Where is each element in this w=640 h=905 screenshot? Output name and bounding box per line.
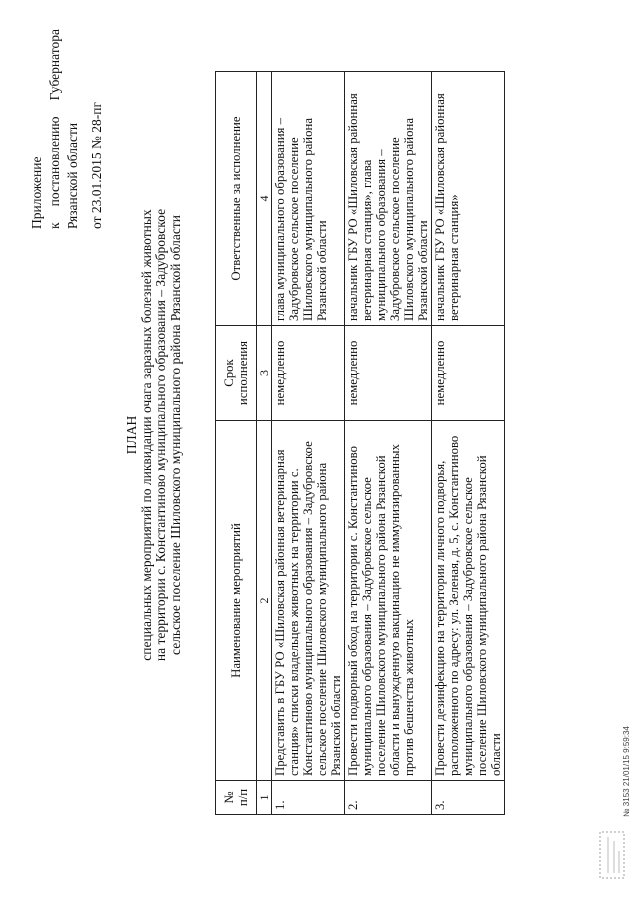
row-responsible: глава муниципального образования – Задубровское сельское поселение Шиловского муниципального района Рязанской области bbox=[272, 72, 345, 326]
appendix-decree-author: Губернатора bbox=[47, 29, 62, 101]
row-measure: Представить в ГБУ РО «Шиловская районная ветеринарная станция» списки владельцев животных на территории с. Константиново муниципального образования – Задубровское сельское поселение Шиловского муниципального района Рязанской области bbox=[272, 421, 345, 781]
table-row bbox=[432, 72, 505, 815]
row-num: 1. bbox=[272, 781, 345, 815]
appendix-decree-line bbox=[46, 29, 64, 229]
plan-heading bbox=[125, 135, 183, 735]
plan-title: ПЛАН bbox=[124, 415, 139, 455]
header-term: Срок исполнения bbox=[216, 326, 257, 421]
table-header-row bbox=[216, 72, 257, 815]
appendix-block bbox=[28, 29, 106, 229]
column-number-row bbox=[257, 72, 272, 815]
plan-subtitle-line-3: сельское поселение Шиловского муниципального района Рязанской области bbox=[167, 215, 183, 655]
row-num: 2. bbox=[345, 781, 432, 815]
column-number: 2 bbox=[257, 421, 272, 781]
row-term: немедленно bbox=[272, 326, 345, 421]
column-number: 1 bbox=[257, 781, 272, 815]
row-measure: Провести подворный обход на территории с. Константиново муниципального образования – Задубровское сельское поселение Шиловского муниципального района Рязанской области и вынужденную вакцинацию не иммунизированных против бешенства животных bbox=[345, 421, 432, 781]
document-reference: № 3153 21/01/15 9:59:34 bbox=[622, 726, 631, 817]
row-responsible: начальник ГБУ РО «Шиловская районная ветеринарная станция» bbox=[432, 72, 505, 326]
header-name: Наименование мероприятий bbox=[216, 421, 257, 781]
row-responsible: начальник ГБУ РО «Шиловская районная ветеринарная станция», глава муниципального образования – Задубровское сельское поселение Шиловского муниципального района Рязанской области bbox=[345, 72, 432, 326]
header-responsible: Ответственные за исполнение bbox=[216, 72, 257, 326]
column-number: 4 bbox=[257, 72, 272, 326]
appendix-decree-prefix: к bbox=[47, 222, 62, 229]
table-row bbox=[272, 72, 345, 815]
registration-stamp-icon bbox=[586, 829, 638, 881]
appendix-date: от 23.01.2015 № 28-пг bbox=[89, 102, 104, 229]
row-num: 3. bbox=[432, 781, 505, 815]
appendix-region: Рязанской области bbox=[65, 122, 80, 229]
plan-table bbox=[215, 71, 505, 815]
column-number: 3 bbox=[257, 326, 272, 421]
row-term: немедленно bbox=[432, 326, 505, 421]
appendix-title: Приложение bbox=[29, 156, 44, 229]
plan-subtitle-line-2: на территории с. Константиново муниципального образования – Задубровское bbox=[153, 208, 168, 662]
table-row bbox=[345, 72, 432, 815]
plan-subtitle-line-1: специальных мероприятий по ликвидации очага заразных болезней животных bbox=[138, 209, 154, 661]
appendix-decree-word: постановлению bbox=[47, 116, 62, 207]
header-num: № п/п bbox=[216, 781, 257, 815]
row-measure: Провести дезинфекцию на территории личного подворья, расположенного по адресу: ул. Зеленая, д. 5, с. Константиново муниципального образования – Задубровское сельское поселение Шиловского муниципального района Рязанской области bbox=[432, 421, 505, 781]
row-term: немедленно bbox=[345, 326, 432, 421]
